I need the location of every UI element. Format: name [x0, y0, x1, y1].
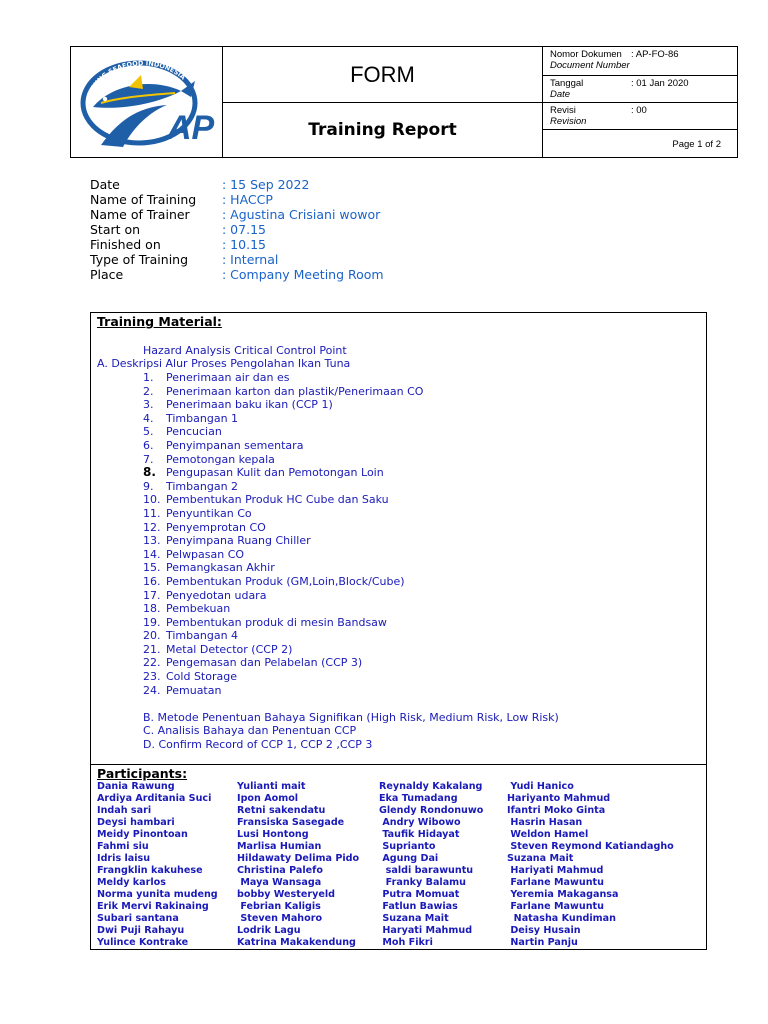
material-subtitle: Hazard Analysis Critical Control Point [143, 344, 347, 357]
participant-name: Frangklin kakuhese [97, 865, 203, 876]
process-step [143, 684, 423, 698]
company-logo [71, 47, 221, 155]
revision-value: : 00 [631, 105, 647, 116]
participant-name: Dania Rawung [97, 781, 175, 792]
participants-column-1 [97, 781, 218, 949]
participants-column-2 [237, 781, 359, 949]
info-row-place [90, 267, 384, 282]
participant-name: Weldon Hamel [507, 829, 589, 840]
process-steps-list [143, 371, 423, 697]
process-step-number: 7. [143, 452, 154, 466]
process-step-number: 12. [143, 520, 161, 534]
participants-column-3 [379, 781, 483, 949]
process-step [143, 466, 423, 480]
training-info [90, 177, 384, 282]
info-row-training [90, 192, 384, 207]
material-section-c: C. Analisis Bahaya dan Penentuan CCP [143, 724, 357, 738]
process-step-number: 8. [143, 465, 156, 480]
participant-name: Moh Fikri [379, 937, 433, 948]
process-step-text: Metal Detector (CCP 2) [166, 642, 293, 656]
page-number: Page 1 of 2 [672, 139, 721, 150]
doc-date-label: Tanggal [550, 78, 584, 89]
participant-name: Taufik Hidayat [379, 829, 460, 840]
participant-name: Ardiya Arditania Suci [97, 793, 212, 804]
participant-name: Meidy Pinontoan [97, 829, 188, 840]
process-step [143, 656, 423, 670]
info-row-type [90, 252, 384, 267]
doc-date-row [543, 76, 737, 103]
participant-name: Maya Wansaga [237, 877, 322, 888]
participant-name: bobby Westeryeld [237, 889, 335, 900]
process-step-number: 10. [143, 493, 161, 507]
info-row-start [90, 222, 384, 237]
process-step-text: Penerimaan karton dan plastik/Penerimaan CO [166, 384, 424, 398]
process-step-number: 22. [143, 656, 161, 670]
info-key: Type of Training [90, 252, 189, 267]
company-logo-cell [71, 47, 223, 157]
process-step-text: Pengupasan Kulit dan Pemotongan Loin [166, 466, 384, 480]
process-step [143, 616, 423, 630]
doc-number-sublabel: Document Number [550, 60, 630, 71]
participant-name: Natasha Kundiman [507, 913, 616, 924]
participant-name: Yulianti mait [237, 781, 306, 792]
info-value: : HACCP [222, 192, 273, 207]
process-step-number: 5. [143, 425, 154, 439]
process-step-number: 23. [143, 670, 161, 684]
participant-name: Fransiska Sasegade [237, 817, 345, 828]
participant-name: Meldy karlos [97, 877, 166, 888]
participant-name: Andry Wibowo [379, 817, 461, 828]
process-step-number: 11. [143, 506, 161, 520]
process-step-text: Pembekuan [166, 602, 231, 616]
process-step-number: 1. [143, 371, 154, 384]
participant-name: Febrian Kaligis [237, 901, 321, 912]
participant-name: Fahmi siu [97, 841, 149, 852]
participant-name: Katrina Makakendung [237, 937, 356, 948]
participant-name: Agung Dai [379, 853, 439, 864]
participants-box [90, 765, 707, 950]
participant-name: Farlane Mawuntu [507, 901, 604, 912]
process-step-number: 17. [143, 588, 161, 602]
process-step-text: Penyedotan udara [166, 588, 267, 602]
logo-arc-text: PT. AGUNG SEAFOOD INDONESIA [84, 59, 187, 110]
participant-name: Suzana Mait [507, 853, 574, 864]
process-step-number: 21. [143, 642, 161, 656]
process-step-number: 14. [143, 547, 161, 561]
doc-number-row [543, 47, 737, 76]
material-sections-bcd [143, 711, 559, 751]
participant-name: Glendy Rondonuwo [379, 805, 484, 816]
info-row-finish [90, 237, 384, 252]
info-key: Place [90, 267, 124, 282]
revision-label: Revisi [550, 105, 576, 116]
process-step-text: Penyuntikan Co [166, 506, 252, 520]
process-step [143, 561, 423, 575]
participant-name: Hildawaty Delima Pido [237, 853, 360, 864]
info-value: : Company Meeting Room [222, 267, 384, 282]
doc-date-sublabel: Date [550, 89, 571, 100]
participant-name: Steven Mahoro [237, 913, 323, 924]
participant-name: Yudi Hanico [507, 781, 574, 792]
participant-name: Retni sakendatu [237, 805, 326, 816]
process-step-number: 6. [143, 438, 154, 452]
process-step [143, 670, 423, 684]
process-step [143, 548, 423, 562]
process-step-text: Cold Storage [166, 670, 237, 684]
participant-name: Subari santana [97, 913, 179, 924]
process-step [143, 439, 423, 453]
process-step [143, 589, 423, 603]
participant-name: Suzana Mait [379, 913, 449, 924]
process-step [143, 629, 423, 643]
process-step-text: Pengemasan dan Pelabelan (CCP 3) [166, 656, 363, 670]
process-step-text: Timbangan 2 [166, 479, 239, 493]
process-step-number: 3. [143, 398, 154, 412]
process-step [143, 493, 423, 507]
process-step-text: Pemuatan [166, 683, 222, 697]
participant-name: Hasrin Hasan [507, 817, 583, 828]
doc-date-value: : 01 Jan 2020 [631, 78, 689, 89]
process-step-number: 2. [143, 384, 154, 398]
process-step [143, 480, 423, 494]
participant-name: Hariyati Mahmud [507, 865, 604, 876]
process-step-text: Pembentukan produk di mesin Bandsaw [166, 615, 387, 629]
process-step-number: 16. [143, 574, 161, 588]
document-header [70, 46, 738, 158]
process-step-text: Pemangkasan Akhir [166, 561, 275, 575]
participant-name: Yeremia Makagansa [507, 889, 619, 900]
form-label: FORM [223, 47, 543, 103]
process-step-text: Penerimaan baku ikan (CCP 1) [166, 398, 333, 412]
participant-name: Lodrik Lagu [237, 925, 301, 936]
process-step [143, 453, 423, 467]
process-step [143, 371, 423, 385]
process-step-text: Penyimpana Ruang Chiller [166, 534, 311, 548]
participant-name: Erik Mervi Rakinaing [97, 901, 209, 912]
process-step-number: 15. [143, 561, 161, 575]
process-step-text: Pelwpasan CO [166, 547, 245, 561]
participant-name: Nartin Panju [507, 937, 578, 948]
info-value: : Internal [222, 252, 279, 267]
info-key: Name of Training [90, 192, 197, 207]
participants-column-4 [507, 781, 674, 949]
document-title: Training Report [223, 103, 543, 157]
participant-name: Reynaldy Kakalang [379, 781, 483, 792]
participant-name: Hariyanto Mahmud [507, 793, 611, 804]
process-step [143, 575, 423, 589]
participant-name: Deysi hambari [97, 817, 175, 828]
process-step [143, 602, 423, 616]
participant-name: Franky Balamu [379, 877, 467, 888]
process-step-number: 19. [143, 615, 161, 629]
material-section-a: A. Deskripsi Alur Proses Pengolahan Ikan Tuna [97, 357, 351, 370]
revision-row [543, 103, 737, 130]
info-value: : 10.15 [222, 237, 266, 252]
participant-name: Steven Reymond Katiandagho [507, 841, 674, 852]
process-step-text: Pencucian [166, 425, 222, 439]
participant-name: Indah sari [97, 805, 152, 816]
info-key: Date [90, 177, 120, 192]
participants-heading: Participants: [97, 766, 188, 781]
participant-name: Putra Momuat [379, 889, 460, 900]
participant-name: saldi barawuntu [379, 865, 474, 876]
participant-name: Lusi Hontong [237, 829, 309, 840]
material-section-d: D. Confirm Record of CCP 1, CCP 2 ,CCP 3 [143, 737, 373, 751]
training-material-heading: Training Material: [97, 314, 222, 329]
info-row-trainer [90, 207, 384, 222]
participant-name: Farlane Mawuntu [507, 877, 604, 888]
process-step-number: 20. [143, 629, 161, 643]
logo-ap-mark: AP [167, 109, 215, 147]
process-step-number: 13. [143, 534, 161, 548]
process-step-text: Timbangan 1 [166, 411, 239, 425]
process-step [143, 521, 423, 535]
material-section-b: B. Metode Penentuan Bahaya Signifikan (High Risk, Medium Risk, Low Risk) [143, 711, 559, 724]
participant-name: Marlisa Humian [237, 841, 322, 852]
participant-name: Christina Palefo [237, 865, 323, 876]
doc-number-value: : AP-FO-86 [631, 49, 679, 60]
process-step-number: 9. [143, 479, 154, 493]
participant-name: Eka Tumadang [379, 793, 458, 804]
info-row-date [90, 177, 384, 192]
process-step-text: Timbangan 4 [166, 629, 239, 643]
participant-name: Ipon Aomol [237, 793, 299, 804]
process-step-number: 24. [143, 683, 161, 697]
process-step [143, 507, 423, 521]
process-step [143, 385, 423, 399]
info-key: Start on [90, 222, 141, 237]
info-value: : Agustina Crisiani wowor [222, 207, 381, 222]
participant-name: Deisy Husain [507, 925, 581, 936]
process-step [143, 425, 423, 439]
participant-name: Yulince Kontrake [97, 937, 189, 948]
info-value: : 07.15 [222, 222, 266, 237]
training-material-box [90, 312, 707, 765]
process-step [143, 398, 423, 412]
participant-name: Fatlun Bawias [379, 901, 458, 912]
participant-name: Norma yunita mudeng [97, 889, 218, 900]
process-step [143, 412, 423, 426]
process-step [143, 643, 423, 657]
process-step-text: Pemotongan kepala [166, 452, 275, 466]
process-step-text: Penerimaan air dan es [166, 371, 290, 384]
page-row [543, 130, 737, 157]
process-step-text: Penyemprotan CO [166, 520, 266, 534]
participant-name: Haryati Mahmud [379, 925, 473, 936]
info-value: : 15 Sep 2022 [222, 177, 310, 192]
doc-number-label: Nomor Dokumen [550, 49, 622, 60]
process-step-text: Pembentukan Produk HC Cube dan Saku [166, 493, 389, 507]
process-step-number: 18. [143, 602, 161, 616]
process-step-text: Penyimpanan sementara [166, 438, 304, 452]
participant-name: Dwi Puji Rahayu [97, 925, 185, 936]
process-step-number: 4. [143, 411, 154, 425]
process-step-text: Pembentukan Produk (GM,Loin,Block/Cube) [166, 574, 405, 588]
info-key: Name of Trainer [90, 207, 190, 222]
info-key: Finished on [90, 237, 161, 252]
process-step [143, 534, 423, 548]
participant-name: Idris laisu [97, 853, 151, 864]
participant-name: Suprianto [379, 841, 436, 852]
participant-name: Ifantri Moko Ginta [507, 805, 606, 816]
revision-sublabel: Revision [550, 116, 587, 127]
